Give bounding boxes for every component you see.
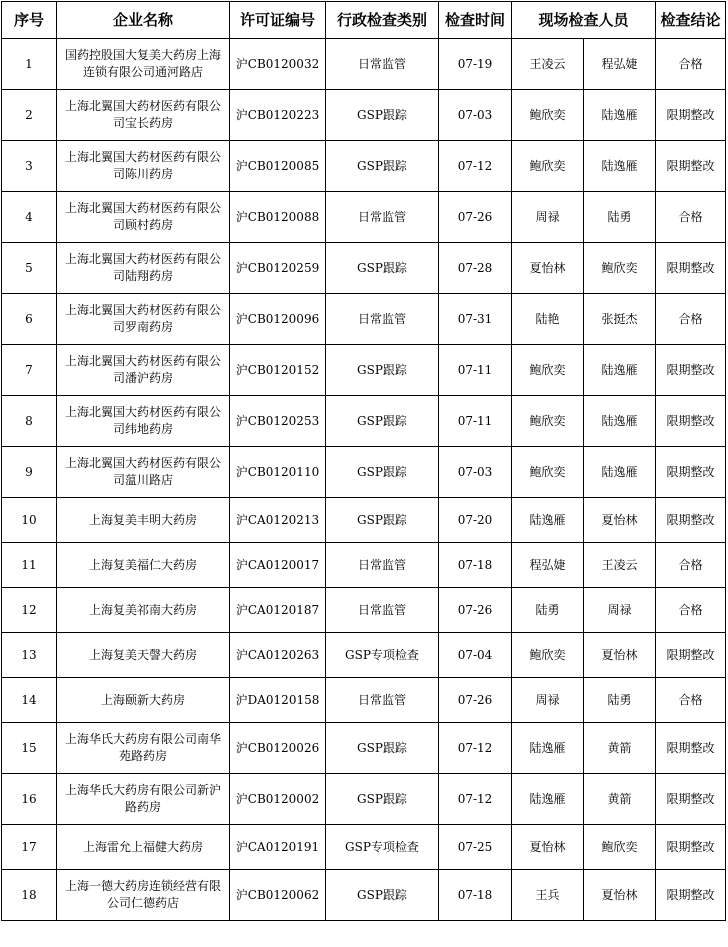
conclusion: 限期整改	[656, 870, 726, 921]
row-index: 17	[2, 825, 57, 870]
company-name: 上海北翼国大药材医药有限公司陆翔药房	[57, 243, 230, 294]
inspection-category: GSP跟踪	[326, 723, 439, 774]
inspection-date: 07-18	[439, 543, 512, 588]
license-number: 沪CB0120223	[230, 90, 326, 141]
license-number: 沪CB0120259	[230, 243, 326, 294]
license-number: 沪CB0120253	[230, 396, 326, 447]
inspection-category: GSP跟踪	[326, 447, 439, 498]
inspection-category: GSP跟踪	[326, 396, 439, 447]
conclusion: 限期整改	[656, 723, 726, 774]
row-index: 12	[2, 588, 57, 633]
row-index: 14	[2, 678, 57, 723]
inspector-2: 黄箭	[584, 723, 656, 774]
inspection-date: 07-20	[439, 498, 512, 543]
conclusion: 限期整改	[656, 90, 726, 141]
table-row	[2, 39, 726, 90]
inspection-category: 日常监管	[326, 543, 439, 588]
company-name: 上海北翼国大药材医药有限公司纬地药房	[57, 396, 230, 447]
table-row	[2, 345, 726, 396]
inspection-category: GSP跟踪	[326, 243, 439, 294]
license-number: 沪CB0120110	[230, 447, 326, 498]
inspection-date: 07-12	[439, 723, 512, 774]
inspection-category: GSP跟踪	[326, 345, 439, 396]
license-number: 沪CA0120263	[230, 633, 326, 678]
company-name: 上海北翼国大药材医药有限公司潘沪药房	[57, 345, 230, 396]
inspection-category: GSP跟踪	[326, 90, 439, 141]
inspector-2: 鲍欣奕	[584, 825, 656, 870]
inspector-1: 鲍欣奕	[512, 90, 584, 141]
table-row	[2, 588, 726, 633]
header-company: 企业名称	[57, 2, 230, 39]
inspection-date: 07-11	[439, 345, 512, 396]
inspector-1: 王凌云	[512, 39, 584, 90]
conclusion: 合格	[656, 543, 726, 588]
table-row	[2, 447, 726, 498]
license-number: 沪CB0120026	[230, 723, 326, 774]
conclusion: 限期整改	[656, 243, 726, 294]
company-name: 上海复美天謦大药房	[57, 633, 230, 678]
inspector-1: 王兵	[512, 870, 584, 921]
inspection-date: 07-28	[439, 243, 512, 294]
inspection-date: 07-12	[439, 774, 512, 825]
table-row	[2, 723, 726, 774]
company-name: 上海一德大药房连锁经营有限公司仁德药店	[57, 870, 230, 921]
license-number: 沪CA0120017	[230, 543, 326, 588]
inspection-category: GSP跟踪	[326, 870, 439, 921]
inspection-date: 07-03	[439, 447, 512, 498]
inspection-date: 07-12	[439, 141, 512, 192]
row-index: 7	[2, 345, 57, 396]
conclusion: 限期整改	[656, 345, 726, 396]
license-number: 沪CB0120032	[230, 39, 326, 90]
row-index: 9	[2, 447, 57, 498]
company-name: 上海复美丰明大药房	[57, 498, 230, 543]
inspector-1: 周禄	[512, 678, 584, 723]
row-index: 11	[2, 543, 57, 588]
inspection-category: GSP跟踪	[326, 141, 439, 192]
row-index: 15	[2, 723, 57, 774]
inspection-date: 07-19	[439, 39, 512, 90]
inspection-table	[1, 1, 726, 921]
license-number: 沪CB0120096	[230, 294, 326, 345]
license-number: 沪CB0120088	[230, 192, 326, 243]
license-number: 沪CA0120191	[230, 825, 326, 870]
inspection-category: GSP专项检查	[326, 825, 439, 870]
inspector-1: 鲍欣奕	[512, 345, 584, 396]
conclusion: 合格	[656, 588, 726, 633]
company-name: 上海华氏大药房有限公司新沪路药房	[57, 774, 230, 825]
inspector-1: 陆逸雁	[512, 774, 584, 825]
inspector-1: 鲍欣奕	[512, 633, 584, 678]
company-name: 上海北翼国大药材医药有限公司陈川药房	[57, 141, 230, 192]
company-name: 上海北翼国大药材医药有限公司宝长药房	[57, 90, 230, 141]
inspector-2: 夏怡林	[584, 633, 656, 678]
row-index: 6	[2, 294, 57, 345]
row-index: 5	[2, 243, 57, 294]
license-number: 沪CA0120187	[230, 588, 326, 633]
inspection-date: 07-26	[439, 588, 512, 633]
table-row	[2, 90, 726, 141]
inspector-1: 陆逸雁	[512, 498, 584, 543]
inspection-date: 07-31	[439, 294, 512, 345]
company-name: 上海复美祁南大药房	[57, 588, 230, 633]
license-number: 沪CB0120002	[230, 774, 326, 825]
inspector-2: 陆逸雁	[584, 90, 656, 141]
inspection-date: 07-25	[439, 825, 512, 870]
company-name: 上海雷允上福健大药房	[57, 825, 230, 870]
inspection-category: 日常监管	[326, 39, 439, 90]
company-name: 国药控股国大复美大药房上海连锁有限公司通河路店	[57, 39, 230, 90]
license-number: 沪CB0120152	[230, 345, 326, 396]
conclusion: 限期整改	[656, 396, 726, 447]
company-name: 上海华氏大药房有限公司南华苑路药房	[57, 723, 230, 774]
inspection-date: 07-18	[439, 870, 512, 921]
header-category: 行政检查类别	[326, 2, 439, 39]
table-body	[2, 39, 726, 921]
table-row	[2, 396, 726, 447]
inspector-2: 陆逸雁	[584, 141, 656, 192]
company-name: 上海颐新大药房	[57, 678, 230, 723]
inspector-1: 陆勇	[512, 588, 584, 633]
license-number: 沪CB0120085	[230, 141, 326, 192]
inspector-1: 鲍欣奕	[512, 396, 584, 447]
company-name: 上海北翼国大药材医药有限公司顾村药房	[57, 192, 230, 243]
table-row	[2, 141, 726, 192]
table-row	[2, 774, 726, 825]
table-row	[2, 243, 726, 294]
table-row	[2, 498, 726, 543]
inspector-1: 陆逸雁	[512, 723, 584, 774]
table-row	[2, 870, 726, 921]
conclusion: 限期整改	[656, 825, 726, 870]
license-number: 沪CA0120213	[230, 498, 326, 543]
header-license: 许可证编号	[230, 2, 326, 39]
conclusion: 限期整改	[656, 447, 726, 498]
row-index: 4	[2, 192, 57, 243]
row-index: 18	[2, 870, 57, 921]
inspector-2: 黄箭	[584, 774, 656, 825]
inspection-date: 07-26	[439, 192, 512, 243]
table-row	[2, 543, 726, 588]
inspector-1: 周禄	[512, 192, 584, 243]
inspection-category: 日常监管	[326, 678, 439, 723]
conclusion: 限期整改	[656, 774, 726, 825]
inspector-2: 陆逸雁	[584, 345, 656, 396]
conclusion: 合格	[656, 39, 726, 90]
inspector-1: 程弘婕	[512, 543, 584, 588]
inspector-2: 陆逸雁	[584, 396, 656, 447]
inspector-2: 陆勇	[584, 192, 656, 243]
table-row	[2, 294, 726, 345]
row-index: 13	[2, 633, 57, 678]
inspector-2: 张挺杰	[584, 294, 656, 345]
inspector-2: 鲍欣奕	[584, 243, 656, 294]
license-number: 沪DA0120158	[230, 678, 326, 723]
inspector-1: 夏怡林	[512, 243, 584, 294]
inspection-category: GSP跟踪	[326, 498, 439, 543]
inspector-2: 夏怡林	[584, 870, 656, 921]
license-number: 沪CB0120062	[230, 870, 326, 921]
inspector-1: 夏怡林	[512, 825, 584, 870]
inspection-date: 07-26	[439, 678, 512, 723]
company-name: 上海北翼国大药材医药有限公司蕰川路店	[57, 447, 230, 498]
row-index: 10	[2, 498, 57, 543]
inspector-1: 鲍欣奕	[512, 447, 584, 498]
header-inspectors: 现场检查人员	[512, 2, 656, 39]
table-row	[2, 678, 726, 723]
inspector-2: 王凌云	[584, 543, 656, 588]
table-row	[2, 192, 726, 243]
conclusion: 限期整改	[656, 141, 726, 192]
inspection-date: 07-03	[439, 90, 512, 141]
conclusion: 合格	[656, 678, 726, 723]
header-conclusion: 检查结论	[656, 2, 726, 39]
inspector-2: 陆逸雁	[584, 447, 656, 498]
inspection-date: 07-04	[439, 633, 512, 678]
inspector-2: 夏怡林	[584, 498, 656, 543]
conclusion: 限期整改	[656, 633, 726, 678]
inspector-2: 周禄	[584, 588, 656, 633]
header-date: 检查时间	[439, 2, 512, 39]
table-row	[2, 633, 726, 678]
row-index: 1	[2, 39, 57, 90]
inspector-2: 程弘婕	[584, 39, 656, 90]
inspection-category: GSP跟踪	[326, 774, 439, 825]
row-index: 8	[2, 396, 57, 447]
inspector-1: 陆艳	[512, 294, 584, 345]
conclusion: 合格	[656, 192, 726, 243]
table-row	[2, 825, 726, 870]
inspector-2: 陆勇	[584, 678, 656, 723]
inspection-date: 07-11	[439, 396, 512, 447]
row-index: 2	[2, 90, 57, 141]
inspection-category: 日常监管	[326, 294, 439, 345]
inspector-1: 鲍欣奕	[512, 141, 584, 192]
inspection-category: 日常监管	[326, 588, 439, 633]
company-name: 上海北翼国大药材医药有限公司罗南药房	[57, 294, 230, 345]
conclusion: 限期整改	[656, 498, 726, 543]
inspection-category: 日常监管	[326, 192, 439, 243]
company-name: 上海复美福仁大药房	[57, 543, 230, 588]
row-index: 16	[2, 774, 57, 825]
header-index: 序号	[2, 2, 57, 39]
table-header-row	[2, 2, 726, 39]
inspection-category: GSP专项检查	[326, 633, 439, 678]
conclusion: 合格	[656, 294, 726, 345]
row-index: 3	[2, 141, 57, 192]
